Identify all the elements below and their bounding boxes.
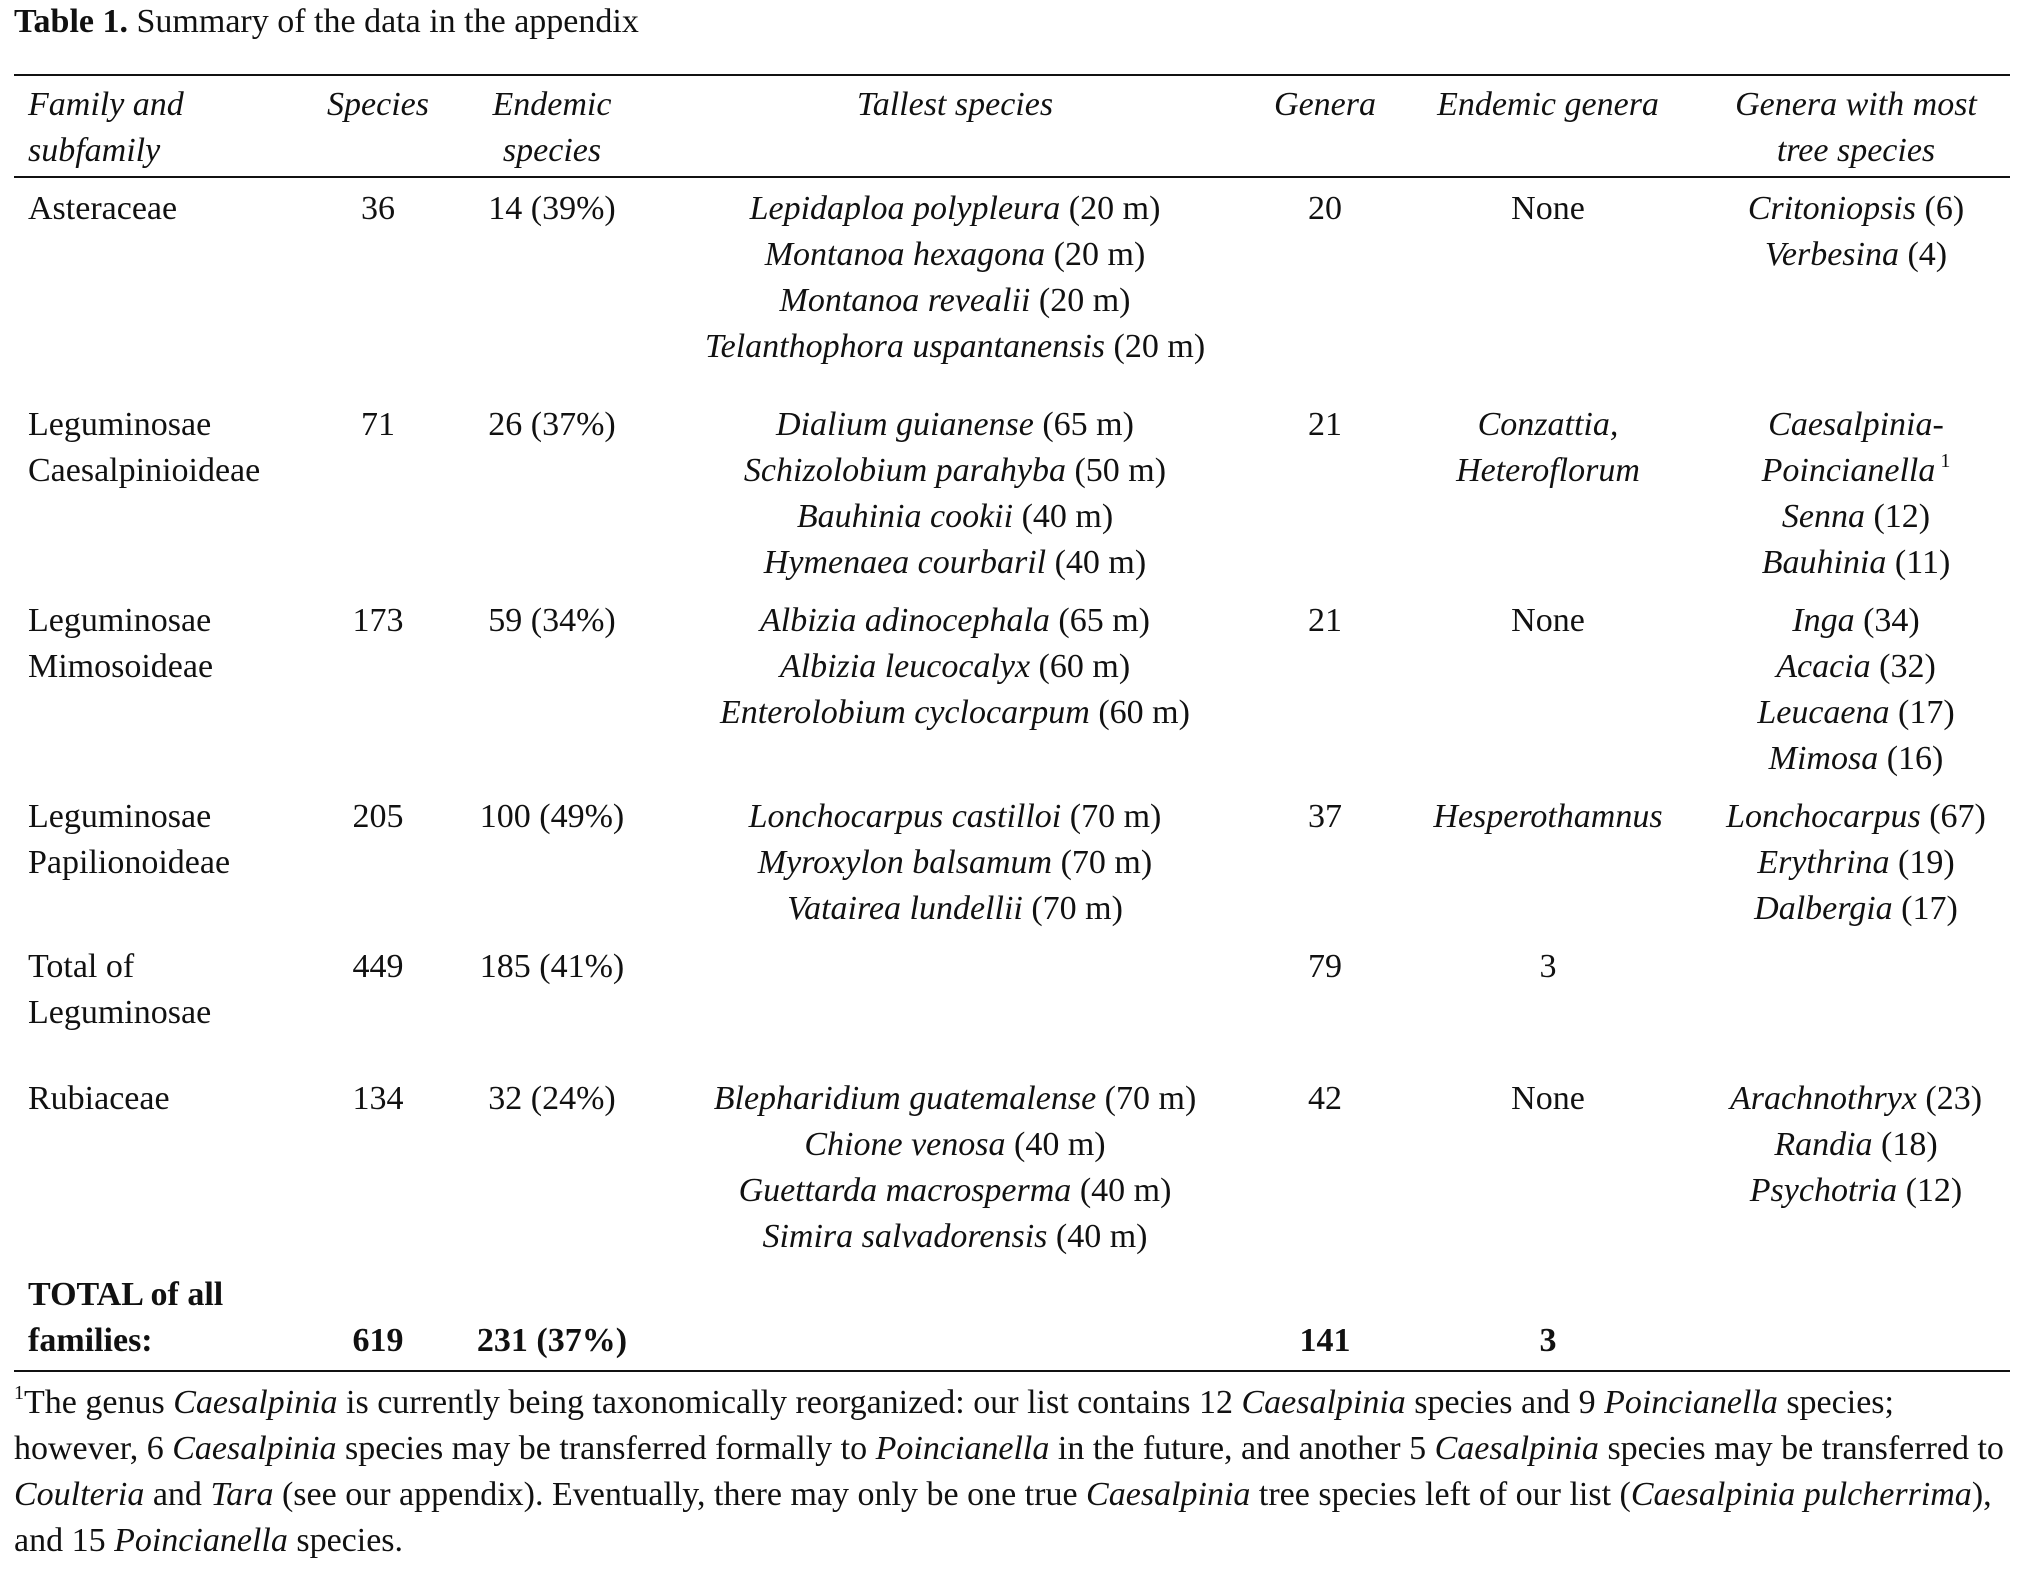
endemic-genus-text: 3 xyxy=(1539,948,1557,985)
header-species-text: Species xyxy=(327,86,429,123)
genus-name: Critoniopsis xyxy=(1747,190,1916,227)
genus-count: (34) xyxy=(1854,602,1920,639)
header-family xyxy=(28,82,184,174)
top-genus-entry xyxy=(1706,886,2006,932)
tallest-species-entry xyxy=(650,278,1260,324)
species-height: (70 m) xyxy=(1096,1080,1197,1117)
genus-count: (17) xyxy=(1889,694,1955,731)
endemic-genus-text: None xyxy=(1511,190,1585,227)
endemic-species-count: 59 (34%) xyxy=(488,602,616,639)
species-name: Montanoa hexagona xyxy=(764,236,1046,273)
top-genera-cell xyxy=(1706,598,2006,782)
footnote-ref: 1 xyxy=(1935,450,1951,472)
endemic-genus-text: Heteroflorum xyxy=(1456,452,1640,489)
family-cell xyxy=(28,944,211,1036)
species-height: (20 m) xyxy=(1105,328,1206,365)
species-count: 36 xyxy=(361,190,395,227)
caption-label: Table 1. xyxy=(14,3,129,40)
family-line: Mimosoideae xyxy=(28,648,214,685)
tallest-species-entry xyxy=(650,840,1260,886)
species-height: (50 m) xyxy=(1065,452,1167,489)
footnote-segment: species and 9 xyxy=(1405,1384,1605,1421)
genus-name: Caesalpinia- xyxy=(1768,406,1944,443)
tallest-species-cell xyxy=(650,186,1260,370)
top-genus-entry xyxy=(1706,598,2006,644)
species-height: (20 m) xyxy=(1030,282,1131,319)
header-species xyxy=(318,82,438,128)
genera-count: 42 xyxy=(1308,1080,1342,1117)
footnote-segment: ), and 15 xyxy=(14,1476,1992,1559)
species-height: (40 m) xyxy=(1071,1172,1172,1209)
species-height: (70 m) xyxy=(1052,844,1153,881)
header-most-tree-species xyxy=(1706,82,2006,174)
family-cell xyxy=(28,402,260,494)
top-genus-entry xyxy=(1706,736,2006,782)
endemic-genera-cell xyxy=(1400,794,1696,840)
family-cell xyxy=(28,598,213,690)
tallest-species-entry xyxy=(650,690,1260,736)
footnote-segment: in the future, and another 5 xyxy=(1049,1430,1435,1467)
footnote-segment: species may be transferred formally to xyxy=(336,1430,876,1467)
footnote-segment: species. xyxy=(287,1522,404,1559)
top-genus-entry xyxy=(1706,644,2006,690)
endemic-genus xyxy=(1400,1076,1696,1122)
tallest-species-entry xyxy=(650,402,1260,448)
header-family-line: Family and xyxy=(28,86,184,123)
tallest-species-cell xyxy=(650,598,1260,736)
total-label-line: TOTAL of all xyxy=(28,1276,224,1313)
endemic-genus xyxy=(1400,794,1696,840)
footnote-segment: Caesalpinia xyxy=(1241,1384,1406,1421)
tallest-species-entry xyxy=(650,598,1260,644)
footnote-marker: 1 xyxy=(14,1382,24,1404)
genus-name: Psychotria xyxy=(1749,1172,1898,1209)
species-name: Albizia leucocalyx xyxy=(779,648,1031,685)
tallest-species-cell xyxy=(650,1076,1260,1260)
footnote-segment: is currently being taxonomically reorganized: our list contains 12 xyxy=(337,1384,1242,1421)
top-genus-entry xyxy=(1706,186,2006,232)
top-genus-entry xyxy=(1706,402,2006,448)
footnote-segment: The genus xyxy=(24,1384,174,1421)
family-line: Papilionoideae xyxy=(28,844,231,881)
top-genera-cell xyxy=(1706,186,2006,278)
species-name: Lepidaploa polypleura xyxy=(749,190,1061,227)
endemic-genus xyxy=(1400,186,1696,232)
species-count: 134 xyxy=(352,1080,404,1117)
top-genera-cell xyxy=(1706,1076,2006,1214)
top-genus-entry xyxy=(1706,448,2006,494)
family-line: Rubiaceae xyxy=(28,1080,170,1117)
genus-count: (23) xyxy=(1916,1080,1983,1117)
species-height: (20 m) xyxy=(1045,236,1146,273)
species-name: Blepharidium guatemalense xyxy=(713,1080,1097,1117)
endemic-species-count: 185 (41%) xyxy=(479,948,625,985)
species-count: 205 xyxy=(352,798,404,835)
family-line: Leguminosae xyxy=(28,798,212,835)
genus-name: Arachnothryx xyxy=(1729,1080,1917,1117)
endemic-genera-cell xyxy=(1400,944,1696,990)
species-name: Myroxylon balsamum xyxy=(757,844,1053,881)
tallest-species-entry xyxy=(650,1214,1260,1260)
genus-name: Leucaena xyxy=(1757,694,1890,731)
top-genera-cell xyxy=(1706,402,2006,586)
genus-name: Acacia xyxy=(1776,648,1871,685)
total-genera: 141 xyxy=(1299,1322,1351,1359)
species-name: Albizia adinocephala xyxy=(759,602,1050,639)
genus-count: (4) xyxy=(1898,236,1948,273)
header-family-line: subfamily xyxy=(28,132,161,169)
species-name: Montanoa revealii xyxy=(779,282,1031,319)
footnote-segment: Poincianella xyxy=(1604,1384,1778,1421)
header-most-line: Genera with most xyxy=(1735,86,1977,123)
header-endemic-genera xyxy=(1400,82,1696,128)
species-name: Bauhinia cookii xyxy=(796,498,1014,535)
species-height: (20 m) xyxy=(1060,190,1161,227)
genus-name: Erythrina xyxy=(1757,844,1890,881)
genus-count: (67) xyxy=(1920,798,1986,835)
genera-count: 20 xyxy=(1308,190,1342,227)
total-label-line: families: xyxy=(28,1322,153,1359)
genus-count: (11) xyxy=(1886,544,1951,581)
footnote-segment: species; however, 6 xyxy=(14,1384,1894,1467)
table-header-rule xyxy=(14,176,2010,178)
species-height: (40 m) xyxy=(1047,1218,1148,1255)
header-genera xyxy=(1262,82,1388,128)
tallest-species-entry xyxy=(650,1168,1260,1214)
tallest-species-entry xyxy=(650,794,1260,840)
endemic-genera-cell xyxy=(1400,1076,1696,1122)
genus-count: (18) xyxy=(1872,1126,1938,1163)
header-genera-text: Genera xyxy=(1274,86,1376,123)
footnote-segment: (see our appendix). Eventually, there may only be one true xyxy=(273,1476,1087,1513)
endemic-genus xyxy=(1400,448,1696,494)
species-name: Schizolobium parahyba xyxy=(743,452,1066,489)
genus-count: (17) xyxy=(1892,890,1958,927)
table-footnote xyxy=(14,1380,2004,1564)
footnote-segment: Caesalpinia xyxy=(173,1384,338,1421)
header-tallest-text: Tallest species xyxy=(856,86,1054,123)
endemic-genus xyxy=(1400,402,1696,448)
endemic-species-count: 26 (37%) xyxy=(488,406,616,443)
genus-name: Verbesina xyxy=(1764,236,1899,273)
tallest-species-entry xyxy=(650,232,1260,278)
family-cell xyxy=(28,794,230,886)
footnote-segment: Tara xyxy=(210,1476,274,1513)
footnote-segment: tree species left of our list ( xyxy=(1250,1476,1631,1513)
genus-count: (32) xyxy=(1870,648,1936,685)
genera-count: 21 xyxy=(1308,406,1342,443)
genus-name: Bauhinia xyxy=(1761,544,1887,581)
tallest-species-cell xyxy=(650,402,1260,586)
endemic-genus xyxy=(1400,598,1696,644)
species-height: (60 m) xyxy=(1030,648,1131,685)
genus-name: Mimosa xyxy=(1768,740,1879,777)
table-bottom-rule xyxy=(14,1370,2010,1372)
genus-name: Dalbergia xyxy=(1754,890,1893,927)
family-line: Total of xyxy=(28,948,135,985)
species-count: 449 xyxy=(352,948,404,985)
family-line: Leguminosae xyxy=(28,994,212,1031)
top-genus-entry xyxy=(1706,494,2006,540)
top-genus-entry xyxy=(1706,690,2006,736)
header-endemic-line: Endemic xyxy=(492,86,612,123)
top-genus-entry xyxy=(1706,1168,2006,1214)
family-line: Caesalpinioideae xyxy=(28,452,261,489)
species-name: Hymenaea courbaril xyxy=(763,544,1047,581)
genera-count: 79 xyxy=(1308,948,1342,985)
family-cell xyxy=(28,1076,170,1122)
endemic-genus-text: None xyxy=(1511,602,1585,639)
tallest-species-entry xyxy=(650,1076,1260,1122)
tallest-species-entry xyxy=(650,186,1260,232)
genus-count: (16) xyxy=(1878,740,1944,777)
header-endemic-line: species xyxy=(502,132,602,169)
species-name: Simira salvadorensis xyxy=(762,1218,1048,1255)
species-name: Vatairea lundellii xyxy=(787,890,1023,927)
species-name: Chione venosa xyxy=(804,1126,1006,1163)
caption-text: Summary of the data in the appendix xyxy=(128,3,639,40)
footnote-segment: Caesalpinia xyxy=(1434,1430,1599,1467)
footnote-segment: Poincianella xyxy=(875,1430,1050,1467)
family-cell xyxy=(28,186,177,232)
genus-name: Senna xyxy=(1781,498,1865,535)
tallest-species-entry xyxy=(650,540,1260,586)
footnote-segment: Caesalpinia xyxy=(1086,1476,1251,1513)
family-line: Leguminosae xyxy=(28,406,212,443)
genera-count: 21 xyxy=(1308,602,1342,639)
top-genus-entry xyxy=(1706,794,2006,840)
endemic-genus-text: Hesperothamnus xyxy=(1433,798,1663,835)
tallest-species-entry xyxy=(650,1122,1260,1168)
tallest-species-entry xyxy=(650,324,1260,370)
table-top-rule xyxy=(14,74,2010,76)
genus-name: Poincianella xyxy=(1761,452,1936,489)
species-height: (65 m) xyxy=(1033,406,1134,443)
family-line: Leguminosae xyxy=(28,602,212,639)
endemic-genus-text: None xyxy=(1511,1080,1585,1117)
top-genus-entry xyxy=(1706,540,2006,586)
footnote-segment: Coulteria xyxy=(14,1476,145,1513)
species-height: (70 m) xyxy=(1061,798,1162,835)
genus-count: (12) xyxy=(1897,1172,1963,1209)
species-name: Lonchocarpus castilloi xyxy=(748,798,1062,835)
table-caption xyxy=(14,2,639,42)
footnote-segment: species may be transferred to xyxy=(1598,1430,2004,1467)
endemic-species-count: 14 (39%) xyxy=(488,190,616,227)
header-endemic-species xyxy=(462,82,642,174)
tallest-species-entry xyxy=(650,448,1260,494)
header-tallest-species xyxy=(650,82,1260,128)
footnote-segment: Poincianella xyxy=(114,1522,288,1559)
endemic-genera-cell xyxy=(1400,402,1696,494)
genus-name: Inga xyxy=(1792,602,1855,639)
total-endemic-genera: 3 xyxy=(1539,1322,1557,1359)
species-height: (60 m) xyxy=(1089,694,1190,731)
top-genus-entry xyxy=(1706,1076,2006,1122)
top-genus-entry xyxy=(1706,840,2006,886)
species-name: Telanthophora uspantanensis xyxy=(704,328,1106,365)
endemic-species-count: 32 (24%) xyxy=(488,1080,616,1117)
footnote-segment: and xyxy=(144,1476,211,1513)
species-count: 173 xyxy=(352,602,404,639)
total-species: 619 xyxy=(352,1322,404,1359)
tallest-species-entry xyxy=(650,644,1260,690)
endemic-genus xyxy=(1400,944,1696,990)
species-name: Guettarda macrosperma xyxy=(738,1172,1072,1209)
tallest-species-cell xyxy=(650,794,1260,932)
genus-count: (6) xyxy=(1916,190,1965,227)
family-line: Asteraceae xyxy=(28,190,178,227)
species-name: Dialium guianense xyxy=(776,406,1034,443)
species-height: (40 m) xyxy=(1005,1126,1106,1163)
genera-count: 37 xyxy=(1308,798,1342,835)
endemic-genera-cell xyxy=(1400,598,1696,644)
header-endemic-genera-text: Endemic genera xyxy=(1437,86,1659,123)
footnote-segment: Caesalpinia pulcherrima xyxy=(1630,1476,1972,1513)
top-genus-entry xyxy=(1706,232,2006,278)
endemic-genus-text: Conzattia, xyxy=(1477,406,1619,443)
tallest-species-entry xyxy=(650,886,1260,932)
header-most-line: tree species xyxy=(1776,132,1936,169)
species-name: Enterolobium cyclocarpum xyxy=(720,694,1090,731)
species-height: (65 m) xyxy=(1049,602,1150,639)
species-height: (40 m) xyxy=(1013,498,1114,535)
species-height: (40 m) xyxy=(1046,544,1147,581)
genus-name: Lonchocarpus xyxy=(1726,798,1921,835)
top-genus-entry xyxy=(1706,1122,2006,1168)
total-endemic-species: 231 (37%) xyxy=(476,1322,628,1359)
species-height: (70 m) xyxy=(1022,890,1123,927)
genus-count: (19) xyxy=(1889,844,1955,881)
species-count: 71 xyxy=(361,406,395,443)
total-label xyxy=(28,1272,223,1364)
genus-count: (12) xyxy=(1864,498,1931,535)
genus-name: Randia xyxy=(1774,1126,1873,1163)
endemic-species-count: 100 (49%) xyxy=(479,798,625,835)
footnote-segment: Caesalpinia xyxy=(172,1430,337,1467)
tallest-species-entry xyxy=(650,494,1260,540)
top-genera-cell xyxy=(1706,794,2006,932)
endemic-genera-cell xyxy=(1400,186,1696,232)
